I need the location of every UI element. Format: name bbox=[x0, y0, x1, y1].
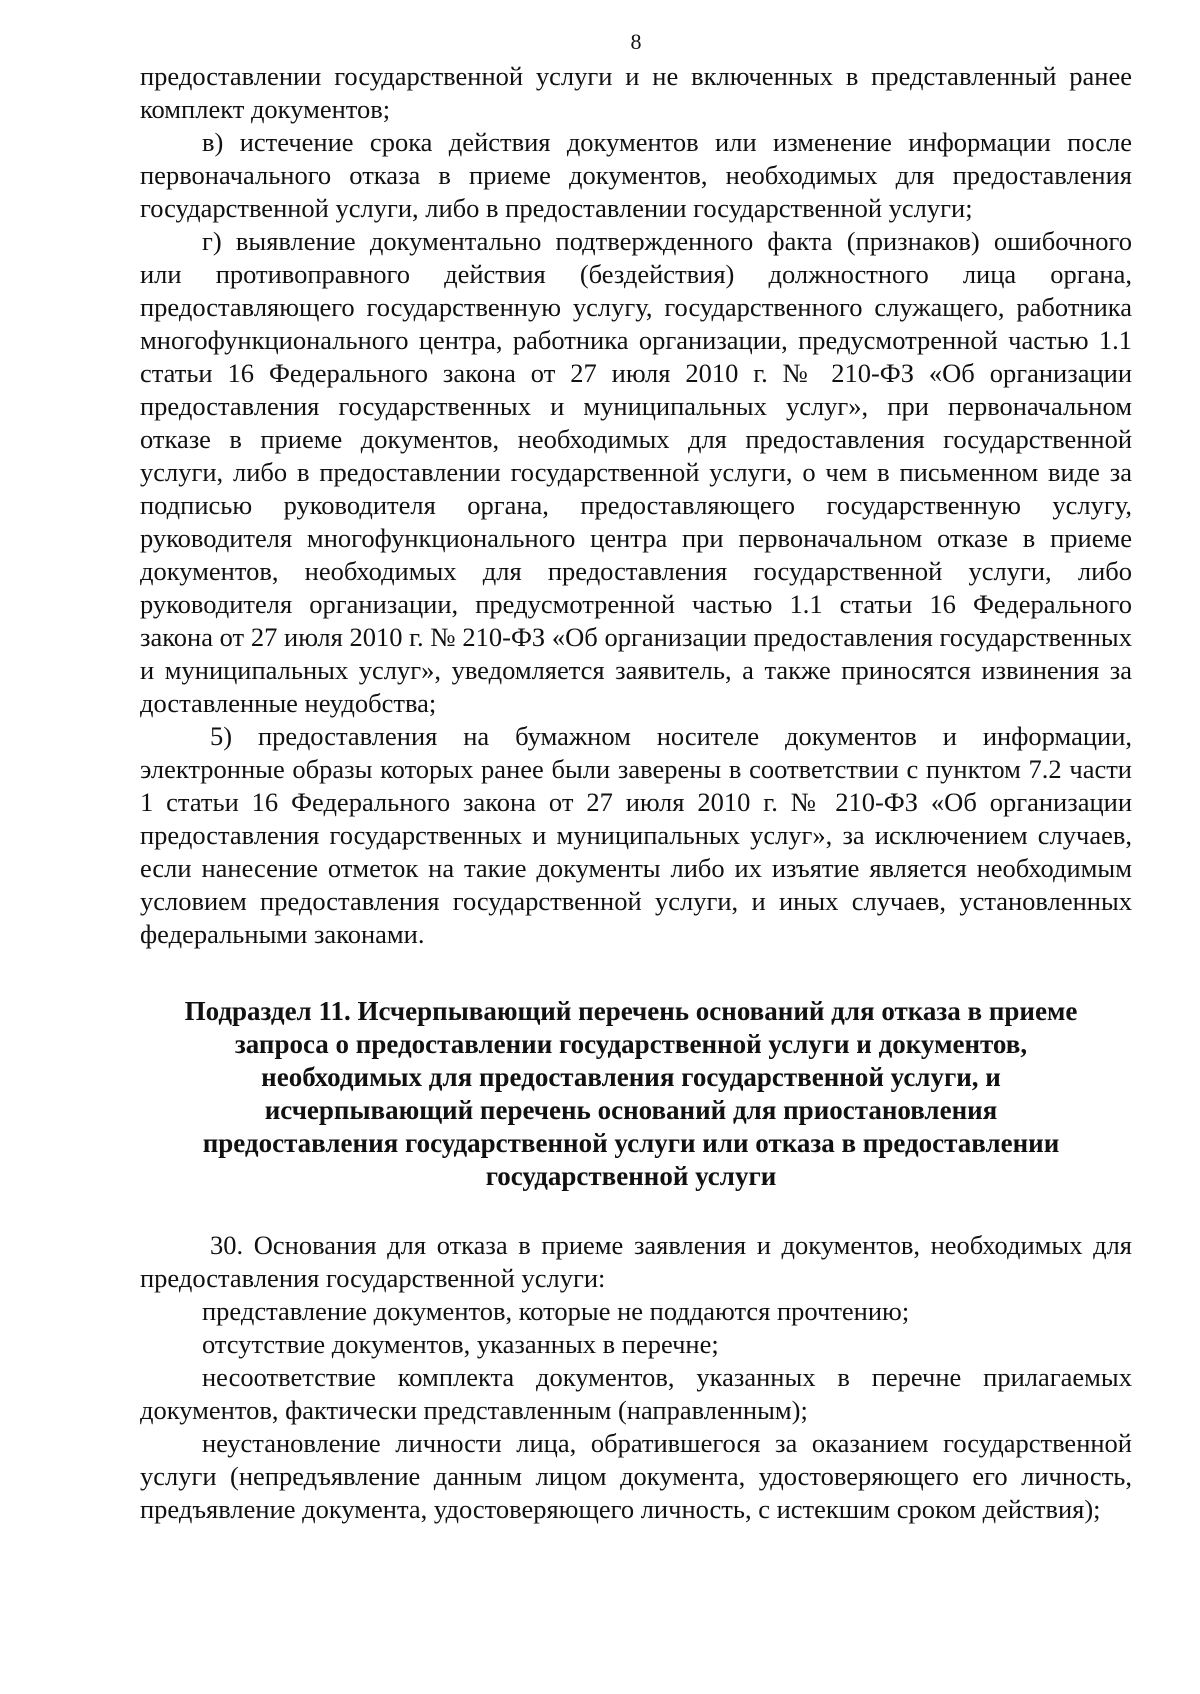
heading-line: государственной услуги bbox=[485, 1161, 777, 1191]
heading-line: необходимых для предоставления государственной услуги, и bbox=[261, 1062, 1001, 1092]
heading-line: Подраздел 11. Исчерпывающий перечень оснований для отказа в приеме bbox=[184, 996, 1078, 1026]
subsection-heading bbox=[140, 995, 1132, 1193]
paragraph: г) выявление документально подтвержденного факта (признаков) ошибочного или противоправного действия (бездействия) должностного лица органа, предоставляющего государственную услугу, государственного служащего, работника многофункционального центра, работника организации, предусмотренной частью 1.1 статьи 16 Федерального закона от 27 июля 2010 г. № 210-ФЗ «Об организации предоставления государственных и муниципальных услуг», при первоначальном отказе в приеме документов, необходимых для предоставления государственной услуги, либо в предоставлении государственной услуги, о чем в письменном виде за подписью руководителя органа, предоставляющего государственную услугу, руководителя многофункционального центра при первоначальном отказе в приеме документов, необходимых для предоставления государственной услуги, либо руководителя организации, предусмотренной частью 1.1 статьи 16 Федерального закона от 27 июля 2010 г. № 210-ФЗ «Об организации предоставления государственных и муниципальных услуг», уведомляется заявитель, а также приносятся извинения за доставленные неудобства; bbox=[140, 226, 1132, 718]
paragraph: представление документов, которые не поддаются прочтению; bbox=[202, 1296, 910, 1326]
page-number: 8 bbox=[630, 29, 642, 54]
heading-line: запроса о предоставлении государственной услуги и документов, bbox=[234, 1029, 1028, 1059]
paragraph: несоответствие комплекта документов, указанных в перечне прилагаемых документов, фактически представленным (направленным); bbox=[140, 1362, 1132, 1425]
paragraph: неустановление личности лица, обратившегося за оказанием государственной услуги (непредъявление данным лицом документа, удостоверяющего его личность, предъявление документа, удостоверяющего личность, с истекшим сроком действия); bbox=[140, 1428, 1132, 1524]
paragraph: предоставлении государственной услуги и не включенных в представленный ранее комплект документов; bbox=[140, 61, 1132, 124]
paragraph: 5) предоставления на бумажном носителе документов и информации, электронные образы которых ранее были заверены в соответствии с пунктом 7.2 части 1 статьи 16 Федерального закона от 27 июля 2010 г. № 210-ФЗ «Об организации предоставления государственных и муниципальных услуг», за исключением случаев, если нанесение отметок на такие документы либо их изъятие является необходимым условием предоставления государственной услуги, и иных случаев, установленных федеральными законами. bbox=[140, 721, 1132, 949]
heading-line: предоставления государственной услуги или отказа в предоставлении bbox=[202, 1128, 1060, 1158]
paragraph: отсутствие документов, указанных в перечне; bbox=[202, 1329, 719, 1359]
body-text-top bbox=[140, 60, 1132, 951]
paragraph: 30. Основания для отказа в приеме заявления и документов, необходимых для предоставления государственной услуги: bbox=[140, 1230, 1132, 1293]
paragraph: в) истечение срока действия документов или изменение информации после первоначального отказа в приеме документов, необходимых для предоставления государственной услуги, либо в предоставлении государственной услуги; bbox=[140, 127, 1132, 223]
heading-line: исчерпывающий перечень оснований для приостановления bbox=[264, 1095, 998, 1125]
body-text-bottom bbox=[140, 1229, 1132, 1526]
